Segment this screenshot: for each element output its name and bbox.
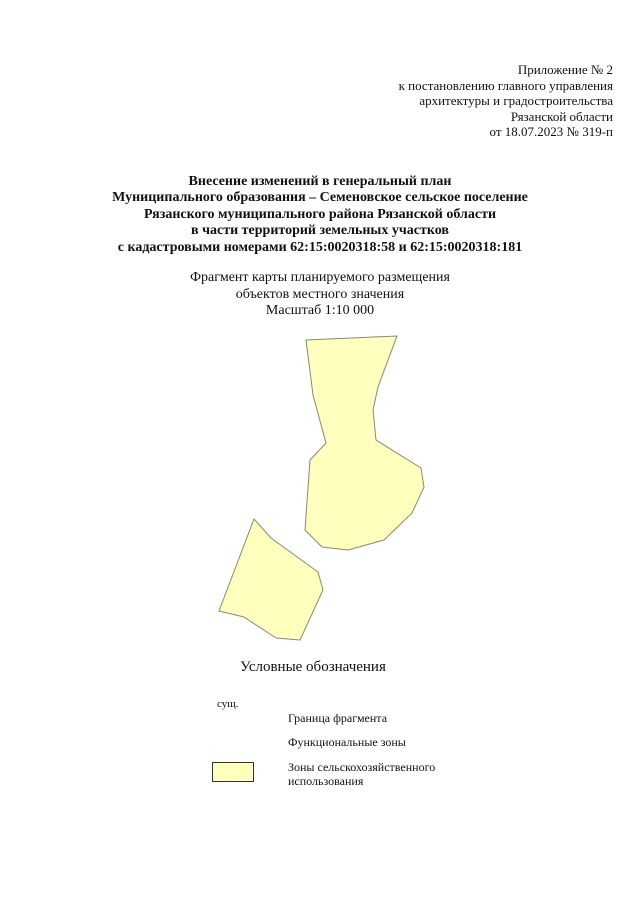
title-line: Рязанского муниципального района Рязанской области xyxy=(143,206,497,222)
legend-title: Условные обозначения xyxy=(240,659,386,675)
scale-label: Масштаб 1:10 000 xyxy=(265,303,375,318)
legend-status-label: сущ. xyxy=(217,698,239,710)
title-line: Внесение изменений в генеральный план xyxy=(188,174,452,189)
parcel-polygon-north xyxy=(305,336,424,550)
legend-item-fragment-boundary: Граница фрагмента xyxy=(288,711,388,725)
appendix-line: Рязанской области xyxy=(510,108,613,124)
appendix-line: к постановлению главного управления xyxy=(398,77,613,93)
title-line: в части территорий земельных участков xyxy=(191,223,449,239)
appendix-line: от 18.07.2023 № 319-п xyxy=(489,124,613,139)
agricultural-zone-swatch xyxy=(212,762,254,782)
legend-item-functional-zones: Функциональные зоны xyxy=(288,735,406,749)
title-line: Муниципального образования – Семеновское сельское поселение xyxy=(112,190,528,206)
appendix-line: Приложение № 2 xyxy=(517,62,613,77)
legend-zone-line: Зоны сельскохозяйственного xyxy=(288,760,436,774)
parcel-polygon-south xyxy=(219,519,323,640)
title-line: с кадастровыми номерами 62:15:0020318:58 и 62:15:0020318:181 xyxy=(117,239,523,255)
caption-line: объектов местного значения xyxy=(235,286,405,302)
legend-item-agricultural-zones xyxy=(288,760,435,788)
caption-line: Фрагмент карты планируемого размещения xyxy=(190,270,450,285)
appendix-line: архитектуры и градостроительства xyxy=(419,93,613,108)
legend-zone-line: использования xyxy=(288,774,364,788)
